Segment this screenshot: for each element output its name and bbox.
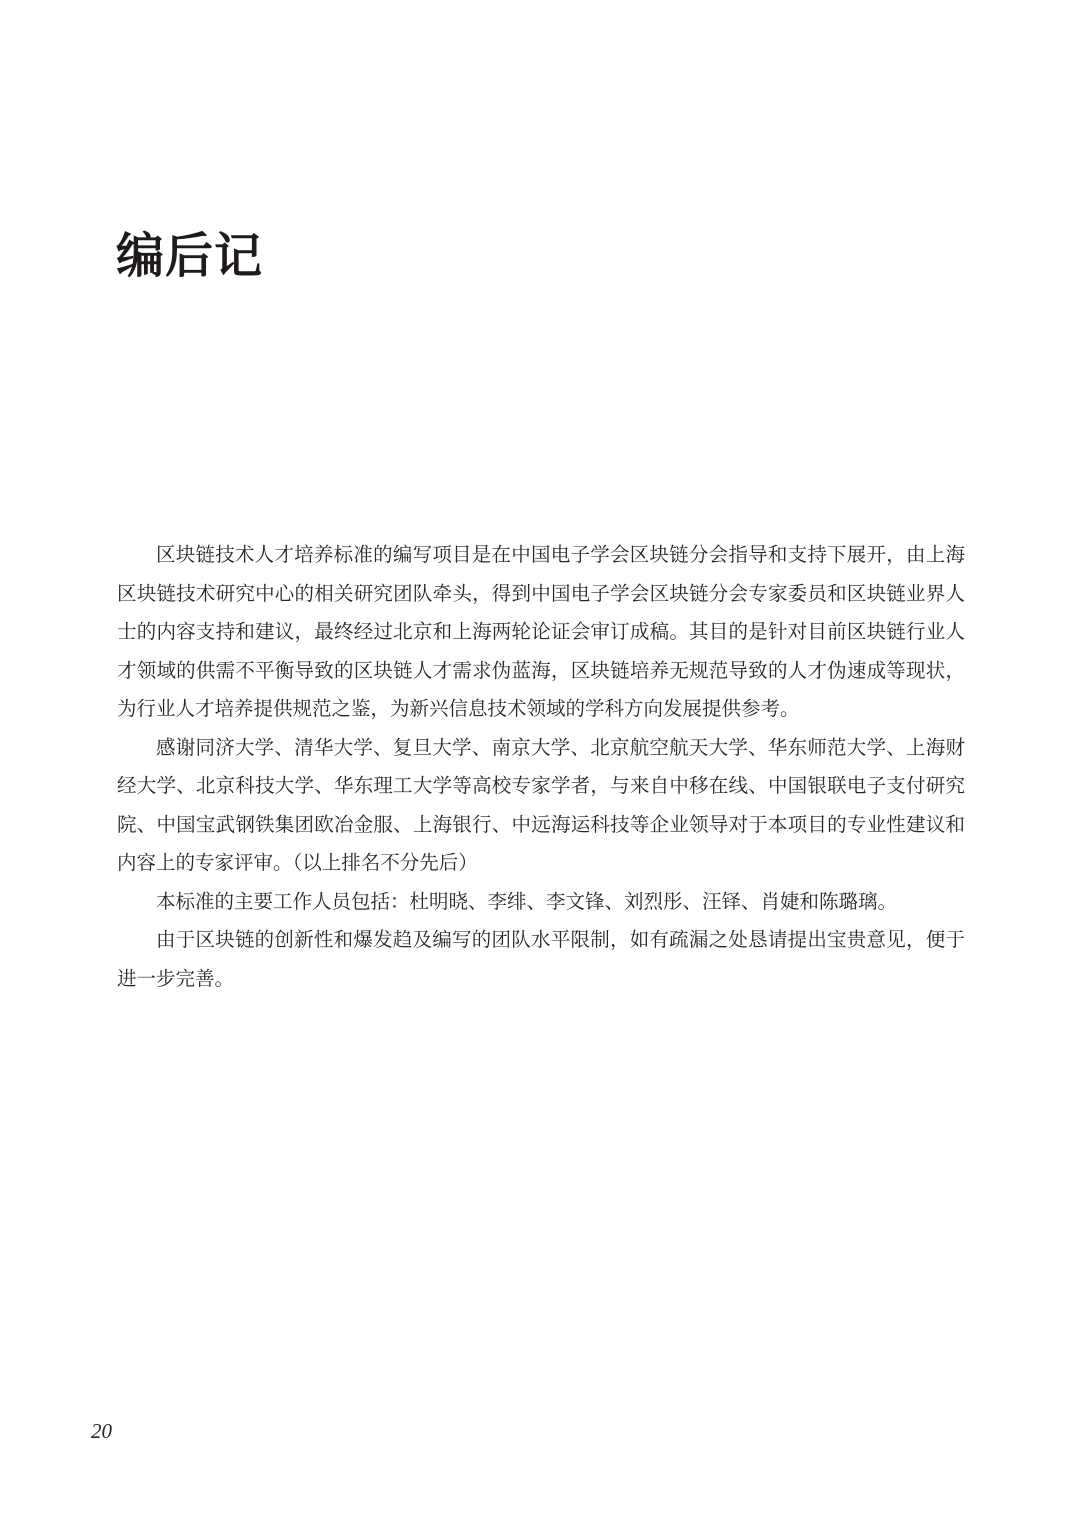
paragraph-staff: 本标准的主要工作人员包括：杜明晓、李绯、李文锋、刘烈彤、汪铎、肖婕和陈璐璃。 [156, 889, 898, 913]
paragraph-acknowledgements: 感谢同济大学、清华大学、复旦大学、南京大学、北京航空航天大学、华东师范大学、上海财经大学、北京科技大学、华东理工大学等高校专家学者，与来自中移在线、中国银联电子支付研究院、中国宝武钢铁集团欧冶金服、上海银行、中远海运科技等企业领导对于本项目的专业性建议和内容上的专家评审。（以上排名不分先后） [117, 735, 965, 874]
page-title: 编后记 [116, 228, 264, 284]
page-number: 20 [91, 1419, 112, 1443]
paragraph-project-background: 区块链技术人才培养标准的编写项目是在中国电子学会区块链分会指导和支持下展开，由上海区块链技术研究中心的相关研究团队牵头，得到中国电子学会区块链分会专家委员和区块链业界人士的内容支持和建议，最终经过北京和上海两轮论证会审订成稿。其目的是针对目前区块链行业人才领域的供需不平衡导致的区块链人才需求伪蓝海，区块链培养无规范导致的人才伪速成等现状，为行业人才培养提供规范之鉴，为新兴信息技术领域的学科方向发展提供参考。 [117, 543, 965, 720]
body-text [117, 536, 965, 998]
paragraph-feedback: 由于区块链的创新性和爆发趋及编写的团队水平限制，如有疏漏之处恳请提出宝贵意见，便于进一步完善。 [117, 928, 965, 990]
